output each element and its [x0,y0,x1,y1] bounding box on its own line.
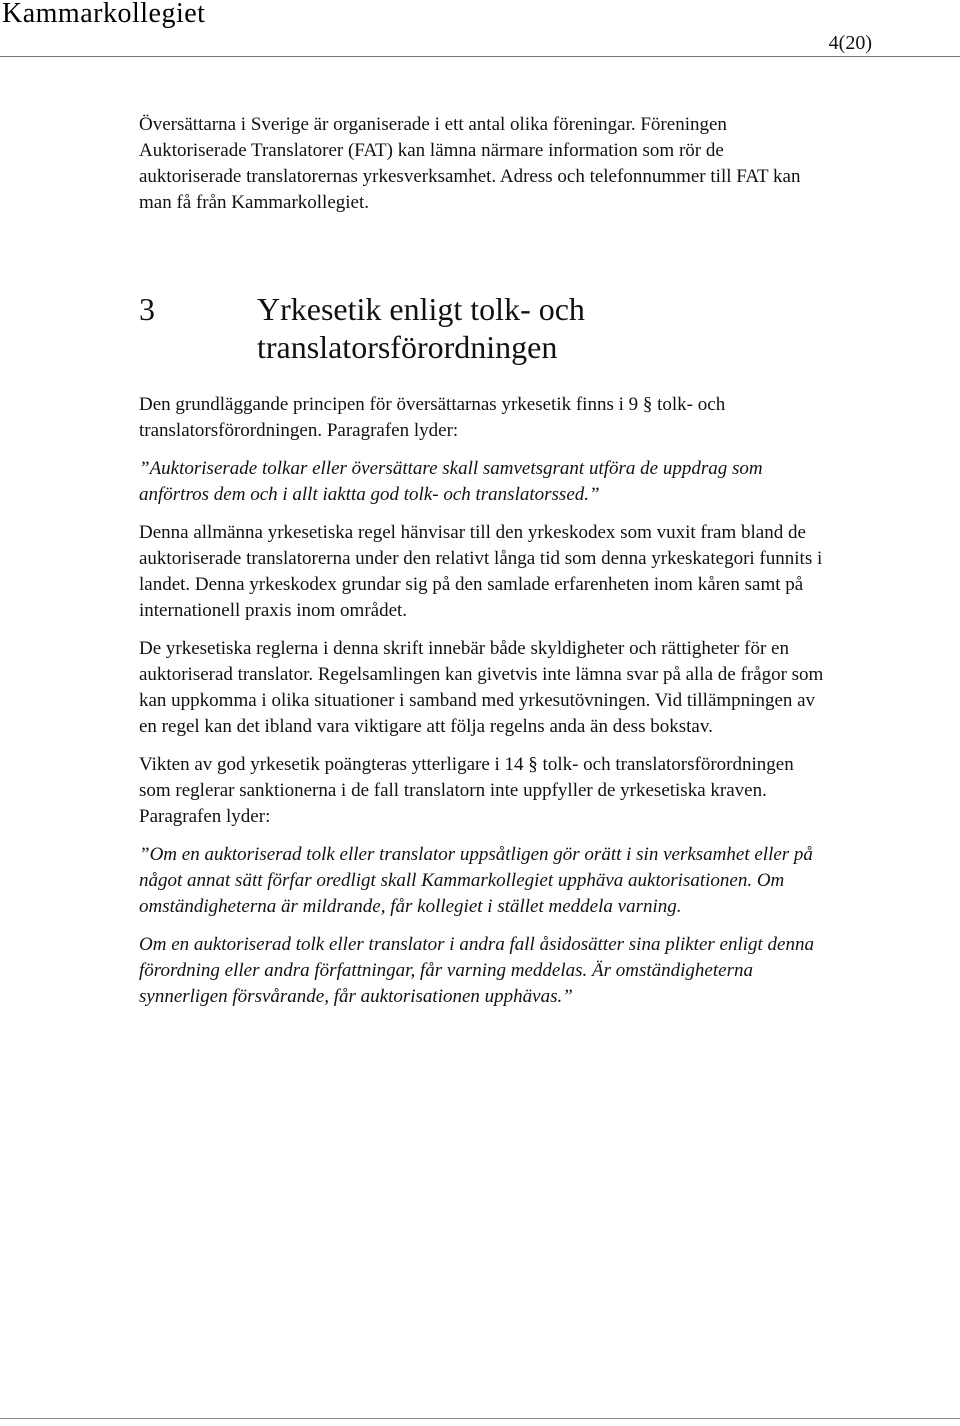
intro-paragraph: Översättarna i Sverige är organiserade i ett antal olika föreningar. Föreningen Auktoriserade Translatorer (FAT) kan lämna närmare information som rör de auktoriserade translatorernas yrkesverksamhet. Adress och telefonnummer till FAT kan man få från Kammarkollegiet. [139,114,801,213]
paragraph-sanctions: Vikten av god yrkesetik poängteras ytterligare i 14 § tolk- och translatorsförordningen som reglerar sanktionerna i de fall translatorn inte uppfyller de yrkesetiska kraven. Paragrafen lyder: [139,754,794,827]
quote-14-paragraph-part1: ”Om en auktoriserad tolk eller translator uppsåtligen gör orätt i sin verksamhet eller på något annat sätt förfar oredligt skall Kammarkollegiet upphäva auktorisationen. Om omständigheterna är mildrande, får kollegiet i stället meddela varning. [139,844,813,917]
kammarkollegiet-logo: Kammarkollegiet [2,0,206,29]
section-heading [139,290,829,366]
header-rule [0,56,960,57]
page-number: 4(20) [828,32,872,54]
section-number: 3 [139,291,155,327]
paragraph-professional-code: Denna allmänna yrkesetiska regel hänvisar till den yrkeskodex som vuxit fram bland de auktoriserade translatorerna under den relativt långa tid som denna yrkeskategori funnits i landet. Denna yrkeskodex grundar sig på den samlade erfarenheten inom kåren samt på internationell praxis inom området. [139,522,823,621]
document-body [139,112,829,1010]
quote-9-paragraph: ”Auktoriserade tolkar eller översättare skall samvetsgrant utföra de uppdrag som anförtros dem och i allt iaktta god tolk- och translatorssed.” [139,458,763,505]
footer-rule [0,1418,960,1419]
paragraph-principle: Den grundläggande principen för översättarnas yrkesetik finns i 9 § tolk- och translatorsförordningen. Paragrafen lyder: [139,394,726,441]
quote-14-paragraph-part2: Om en auktoriserad tolk eller translator i andra fall åsidosätter sina plikter enligt denna förordning eller andra författningar, får varning meddelas. Är omständigheterna synnerligen försvårande, får auktorisationen upphävas.” [139,934,814,1007]
paragraph-rules: De yrkesetiska reglerna i denna skrift innebär både skyldigheter och rättigheter för en auktoriserad translator. Regelsamlingen kan givetvis inte lämna svar på alla de frågor som kan uppkomma i olika situationer i samband med yrkesutövningen. Vid tillämpningen av en regel kan det ibland vara viktigare att följa regelns anda än dess bokstav. [139,638,824,737]
section-title: Yrkesetik enligt tolk- och translatorsförordningen [257,291,585,365]
